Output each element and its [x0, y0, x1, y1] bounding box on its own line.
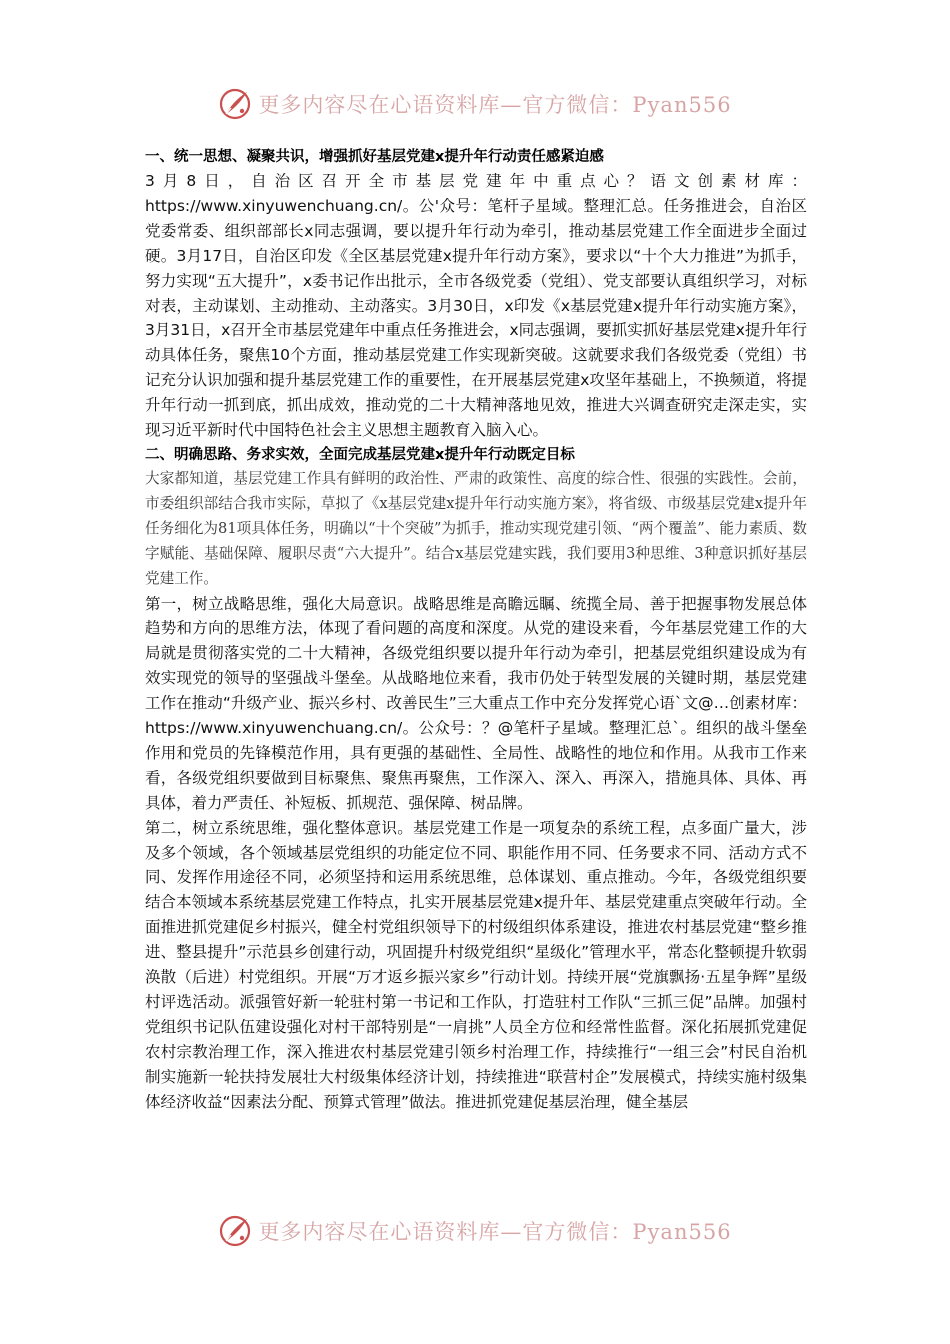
body-paragraph: 大家都知道，基层党建工作具有鲜明的政治性、严肃的政策性、高度的综合性、很强的实践性。会前，市委组织部结合我市实际，草拟了《x基层党建x提升年行动实施方案》，将省级、市级基层党建x提升年任务细化为81项具体任务，明确以“十个突破”为抓手，推动实现党建引领、“两个覆盖”、能力素质、数字赋能、基础保障、履职尽责“六大提升”。结合x基层党建实践，我们要用3种思维、3种意识抓好基层党建工作。: [145, 469, 807, 587]
quill-pen-icon: [218, 1214, 252, 1248]
watermark-text: 更多内容尽在心语资料库—官方微信：Pyan556: [258, 1220, 732, 1244]
body-paragraph: 3月8日，自治区召开全市基层党建年中重点心？语文创素材库：https://www.xinyuwenchuang.cn/。公'众号：笔杆子星域。整理汇总。任务推进会，自治区党委常委、组织部部长x同志强调，要以提升年行动为牵引，推动基层党建工作全面进步全面过硬。3月17日，自治区印发《全区基层党建x提升年行动方案》，要求以“十个大力推进”为抓手，努力实现“五大提升”，x委书记作出批示，全市各级党委（党组）、党支部要认真组织学习，对标对表，主动谋划、主动推动、主动落实。3月30日，x印发《x基层党建x提升年行动实施方案》，3月31日，x召开全市基层党建年中重点任务推进会，x同志强调，要抓实抓好基层党建x提升年行动具体任务，聚焦10个方面，推动基层党建工作实现新突破。这就要求我们各级党委（党组）书记充分认识加强和提升基层党建工作的重要性，在开展基层党建x攻坚年基础上，不换频道，将提升年行动一抓到底，抓出成效，推动党的二十大精神落地见效，推进大兴调查研究走深走实，实现习近平新时代中国特色社会主义思想主题教育入脑入心。: [145, 172, 807, 440]
watermark-banner-top: [0, 84, 950, 124]
quill-pen-icon: [218, 87, 252, 121]
watermark-banner-bottom: [0, 1211, 950, 1251]
section-heading-2: 二、明确思路、务求实效，全面完成基层党建x提升年行动既定目标: [145, 446, 575, 463]
body-paragraph: 第一，树立战略思维，强化大局意识。战略思维是高瞻远瞩、统揽全局、善于把握事物发展总体趋势和方向的思维方法，体现了看问题的高度和深度。从党的建设来看，今年基层党建工作的大局就是贯彻落实党的二十大精神，各级党组织要以提升年行动为牵引，把基层党组织建设成为有效实现党的领导的坚强战斗堡垒。从战略地位来看，我市仍处于转型发展的关键时期，基层党建工作在推动“升级产业、振兴乡村、改善民生”三大重点工作中充分发挥党心语`文@…创素材库：https://www.xinyuwenchuang.cn/。公众号：？@笔杆子星域。整理汇总`。组织的战斗堡垒作用和党员的先锋模范作用，具有更强的基础性、全局性、战略性的地位和作用。从我市工作来看，各级党组织要做到目标聚焦、聚焦再聚焦，工作深入、深入、再深入，措施具体、具体、再具体，着力严责任、补短板、抓规范、强保障、树品牌。: [145, 594, 807, 812]
section-heading-1: 一、统一思想、凝聚共识，增强抓好基层党建x提升年行动责任感紧迫感: [145, 149, 604, 165]
watermark-text: 更多内容尽在心语资料库—官方微信：Pyan556: [258, 93, 732, 117]
document-body: [145, 145, 807, 1115]
body-paragraph: 第二，树立系统思维，强化整体意识。基层党建工作是一项复杂的系统工程，点多面广量大，涉及多个领域，各个领域基层党组织的功能定位不同、职能作用不同、任务要求不同、活动方式不同、发挥作用途径不同，必须坚持和运用系统思维，总体谋划、重点推动。今年，各级党组织要结合本领域本系统基层党建工作特点，扎实开展基层党建x提升年、基层党建重点突破年行动。全面推进抓党建促乡村振兴，健全村党组织领导下的村级组织体系建设，推进农村基层党建“整乡推进、整县提升”示范县乡创建行动，巩固提升村级党组织“星级化”管理水平，常态化整顿提升软弱涣散（后进）村党组织。开展“万才返乡振兴家乡”行动计划。持续开展“党旗飘扬·五星争辉”星级村评选活动。派强管好新一轮驻村第一书记和工作队，打造驻村工作队“三抓三促”品牌。加强村党组织书记队伍建设强化对村干部特别是“一肩挑”人员全方位和经常性监督。深化拓展抓党建促农村宗教治理工作，深入推进农村基层党建引领乡村治理工作，持续推行“一组三会”村民自治机制实施新一轮扶持发展壮大村级集体经济计划，持续推进“联营村企”发展模式，持续实施村级集体经济收益“因素法分配、预算式管理”做法。推进抓党建促基层治理，健全基层: [145, 818, 807, 1111]
